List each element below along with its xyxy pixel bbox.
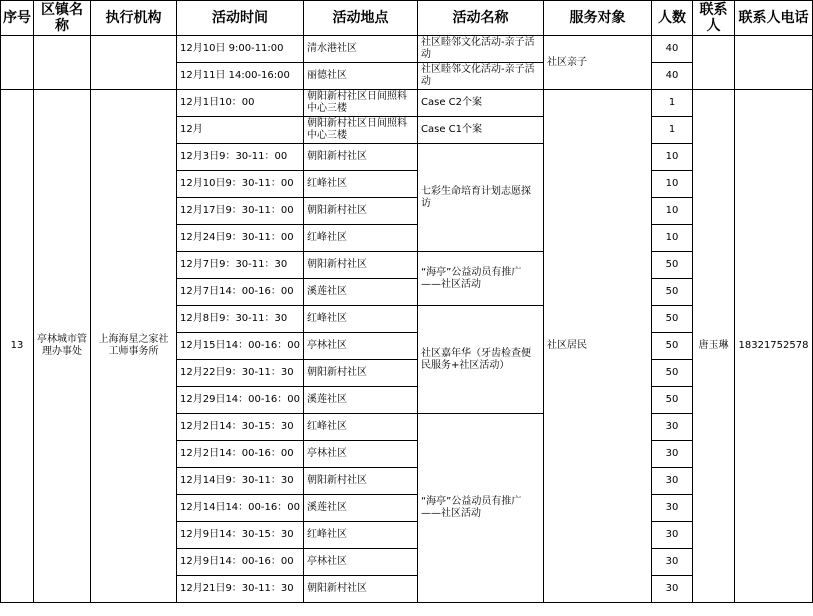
count-cell: 50 <box>652 252 693 279</box>
time-cell: 12月9日14：00-16：00 <box>177 549 304 576</box>
header-org: 执行机构 <box>91 1 177 36</box>
time-cell: 12月22日9：30-11：30 <box>177 360 304 387</box>
place-cell: 朝阳新村社区 <box>304 144 418 171</box>
phone-cell: 18321752578 <box>735 90 813 603</box>
count-cell: 50 <box>652 279 693 306</box>
header-row <box>1 1 813 36</box>
count-cell: 40 <box>652 63 693 90</box>
count-cell: 30 <box>652 441 693 468</box>
prev-contact-cell <box>693 36 735 90</box>
place-cell: 朝阳新村社区 <box>304 576 418 603</box>
place-cell: 朝阳新村社区 <box>304 198 418 225</box>
activity-cell: 社区睦邻文化活动-亲子活动 <box>418 63 544 90</box>
count-cell: 50 <box>652 306 693 333</box>
time-cell: 12月8日9：30-11：30 <box>177 306 304 333</box>
header-count: 人数 <box>652 1 693 36</box>
activity-cell: “海亭”公益动员有推广——社区活动 <box>418 414 544 603</box>
place-cell: 红峰社区 <box>304 306 418 333</box>
header-place: 活动地点 <box>304 1 418 36</box>
place-cell: 朝阳新村社区 <box>304 360 418 387</box>
place-cell: 朝阳新村社区 <box>304 252 418 279</box>
prev-phone-cell <box>735 36 813 90</box>
time-cell: 12月10日9：30-11：00 <box>177 171 304 198</box>
place-cell: 溪莲社区 <box>304 495 418 522</box>
contact-cell: 唐玉琳 <box>693 90 735 603</box>
time-cell: 12月14日14：00-16：00 <box>177 495 304 522</box>
time-cell: 12月17日9：30-11：00 <box>177 198 304 225</box>
time-cell: 12月10日 9:00-11:00 <box>177 36 304 63</box>
time-cell: 12月 <box>177 117 304 144</box>
time-cell: 12月21日9：30-11：30 <box>177 576 304 603</box>
header-phone: 联系人电话 <box>735 1 813 36</box>
header-contact: 联系人 <box>693 1 735 36</box>
header-district: 区镇名称 <box>34 1 91 36</box>
time-cell: 12月24日9：30-11：00 <box>177 225 304 252</box>
time-cell: 12月3日9：30-11：00 <box>177 144 304 171</box>
place-cell: 溪莲社区 <box>304 279 418 306</box>
activity-cell: 社区嘉年华（牙齿检查便民服务+社区活动） <box>418 306 544 414</box>
activity-cell: 社区睦邻文化活动-亲子活动 <box>418 36 544 63</box>
prev-district-cell <box>34 36 91 90</box>
time-cell: 12月14日9：30-11：30 <box>177 468 304 495</box>
time-cell: 12月7日14：00-16：00 <box>177 279 304 306</box>
count-cell: 30 <box>652 495 693 522</box>
place-cell: 亭林社区 <box>304 333 418 360</box>
row-number-cell: 13 <box>1 90 34 603</box>
place-cell: 亭林社区 <box>304 441 418 468</box>
header-time: 活动时间 <box>177 1 304 36</box>
district-cell: 亭林城市管理办事处 <box>34 90 91 603</box>
place-cell: 红峰社区 <box>304 171 418 198</box>
time-cell: 12月9日14：30-15：30 <box>177 522 304 549</box>
prev-no-cell <box>1 36 34 90</box>
place-cell: 红峰社区 <box>304 225 418 252</box>
place-cell: 朝阳新村社区日间照料中心三楼 <box>304 90 418 117</box>
header-no: 序号 <box>1 1 34 36</box>
target-cell: 社区亲子 <box>544 36 652 90</box>
prev-org-cell <box>91 36 177 90</box>
table-row <box>1 36 813 63</box>
count-cell: 30 <box>652 468 693 495</box>
count-cell: 50 <box>652 360 693 387</box>
place-cell: 亭林社区 <box>304 549 418 576</box>
time-cell: 12月2日14：00-16：00 <box>177 441 304 468</box>
count-cell: 30 <box>652 576 693 603</box>
count-cell: 10 <box>652 144 693 171</box>
count-cell: 30 <box>652 549 693 576</box>
count-cell: 50 <box>652 387 693 414</box>
header-target: 服务对象 <box>544 1 652 36</box>
time-cell: 12月29日14：00-16：00 <box>177 387 304 414</box>
place-cell: 朝阳新村社区 <box>304 468 418 495</box>
place-cell: 朝阳新村社区日间照料中心三楼 <box>304 117 418 144</box>
time-cell: 12月15日14：00-16：00 <box>177 333 304 360</box>
count-cell: 30 <box>652 414 693 441</box>
count-cell: 10 <box>652 171 693 198</box>
place-cell: 溪莲社区 <box>304 387 418 414</box>
header-activity: 活动名称 <box>418 1 544 36</box>
place-cell: 红峰社区 <box>304 414 418 441</box>
time-cell: 12月11日 14:00-16:00 <box>177 63 304 90</box>
activity-cell: Case C2个案 <box>418 90 544 117</box>
count-cell: 10 <box>652 225 693 252</box>
org-cell: 上海海星之家社工师事务所 <box>91 90 177 603</box>
count-cell: 50 <box>652 333 693 360</box>
place-cell: 红峰社区 <box>304 522 418 549</box>
place-cell: 清水港社区 <box>304 36 418 63</box>
activity-cell: “海亭”公益动员有推广——社区活动 <box>418 252 544 306</box>
place-cell: 丽德社区 <box>304 63 418 90</box>
activity-cell: 七彩生命培育计划志愿探访 <box>418 144 544 252</box>
activity-cell: Case C1个案 <box>418 117 544 144</box>
count-cell: 1 <box>652 117 693 144</box>
time-cell: 12月1日10：00 <box>177 90 304 117</box>
time-cell: 12月2日14：30-15：30 <box>177 414 304 441</box>
time-cell: 12月7日9：30-11：30 <box>177 252 304 279</box>
count-cell: 1 <box>652 90 693 117</box>
count-cell: 40 <box>652 36 693 63</box>
count-cell: 30 <box>652 522 693 549</box>
target-cell: 社区居民 <box>544 90 652 603</box>
count-cell: 10 <box>652 198 693 225</box>
table-row <box>1 90 813 117</box>
